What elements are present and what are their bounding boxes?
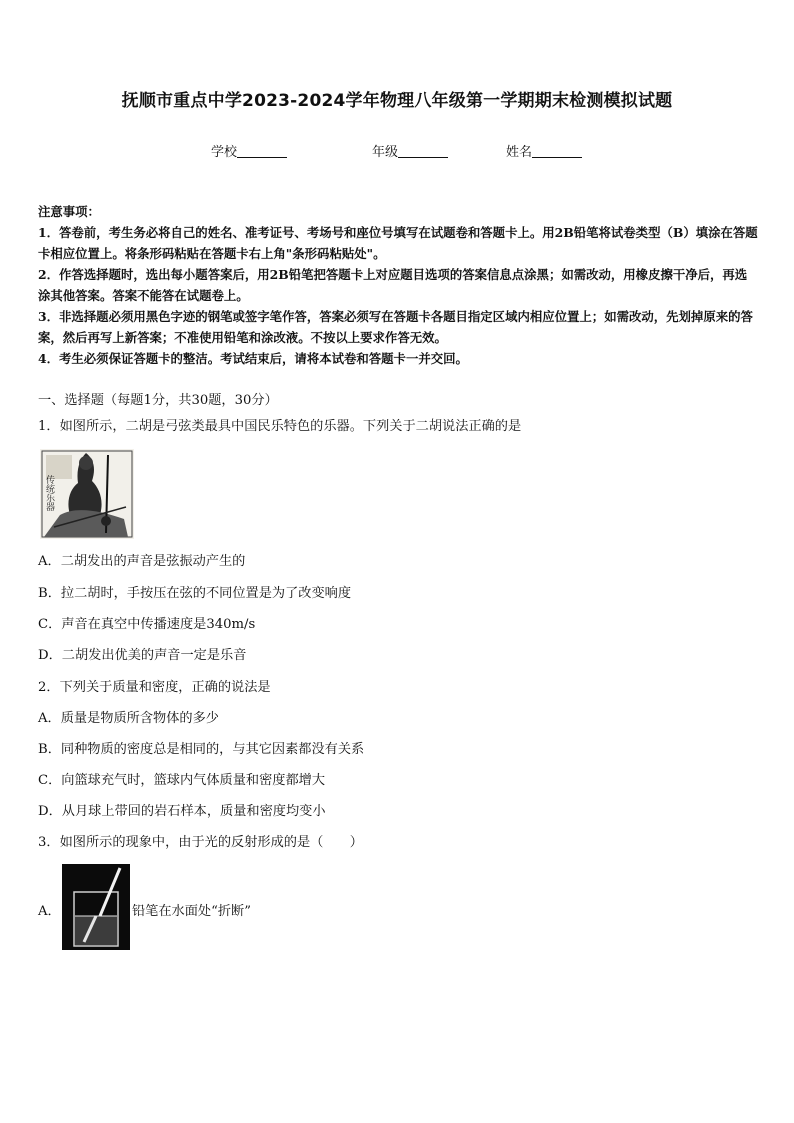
grade-blank	[398, 145, 448, 158]
section-heading: 一、选择题（每题1分，共30题，30分）	[38, 393, 278, 408]
grade-label: 年级	[372, 145, 399, 160]
name-field	[506, 141, 582, 160]
erhu-player-image	[40, 449, 134, 539]
school-field	[211, 141, 287, 160]
page-title: 抚顺市重点中学2023-2024学年物理八年级第一学期期末检测模拟试题	[121, 91, 673, 111]
note-item: 3．非选择题必须用黑色字迹的钢笔或签字笔作答，答案必须写在答题卡各题目指定区域内相应位置上；如需改动，先划掉原来的答案，然后再写上新答案；不准使用铅笔和涂改液。不按以上要求作答无效。	[38, 309, 753, 345]
school-blank	[237, 145, 287, 158]
name-blank	[532, 145, 582, 158]
pencil-in-water-image	[62, 864, 130, 950]
note-item: 2．作答选择题时，选出每小题答案后，用2B铅笔把答题卡上对应题目选项的答案信息点涂黑；如需改动，用橡皮擦干净后，再选涂其他答案。答案不能答在试题卷上。	[38, 267, 748, 303]
q1-option-a: A．二胡发出的声音是弦振动产生的	[38, 554, 246, 569]
q1-option-b: B．拉二胡时，手按压在弦的不同位置是为了改变响度	[38, 586, 352, 601]
q2-option-a: A．质量是物质所含物体的多少	[38, 711, 219, 726]
q2-option-d: D．从月球上带回的岩石样本，质量和密度均变小	[38, 804, 326, 819]
name-label: 姓名	[506, 145, 533, 160]
note-item: 1．答卷前，考生务必将自己的姓名、准考证号、考场号和座位号填写在试题卷和答题卡上。用2B铅笔将试卷类型（B）填涂在答题卡相应位置上。将条形码粘贴在答题卡右上角"条形码粘贴处"。	[38, 225, 758, 261]
q1-option-d: D．二胡发出优美的声音一定是乐音	[38, 648, 247, 663]
q2-option-b: B．同种物质的密度总是相同的，与其它因素都没有关系	[38, 742, 365, 757]
q3-stem: 3．如图所示的现象中，由于光的反射形成的是（ ）	[38, 835, 363, 850]
school-label: 学校	[211, 145, 238, 160]
q1-stem: 1．如图所示，二胡是弓弦类最具中国民乐特色的乐器。下列关于二胡说法正确的是	[38, 419, 522, 434]
q3-option-a-letter: A．	[38, 904, 61, 919]
q2-option-c: C．向篮球充气时，篮球内气体质量和密度都增大	[38, 773, 326, 788]
notes-block	[38, 201, 758, 369]
q3-option-a-text: 铅笔在水面处“折断”	[132, 904, 251, 919]
grade-field	[372, 141, 448, 160]
image-calligraphy: 传统乐器	[44, 475, 54, 511]
note-item: 4．考生必须保证答题卡的整洁。考试结束后，请将本试卷和答题卡一并交回。	[38, 351, 468, 366]
q1-option-c: C．声音在真空中传播速度是340m/s	[38, 617, 256, 632]
notes-heading: 注意事项：	[38, 204, 100, 219]
q2-stem: 2．下列关于质量和密度，正确的说法是	[38, 680, 271, 695]
